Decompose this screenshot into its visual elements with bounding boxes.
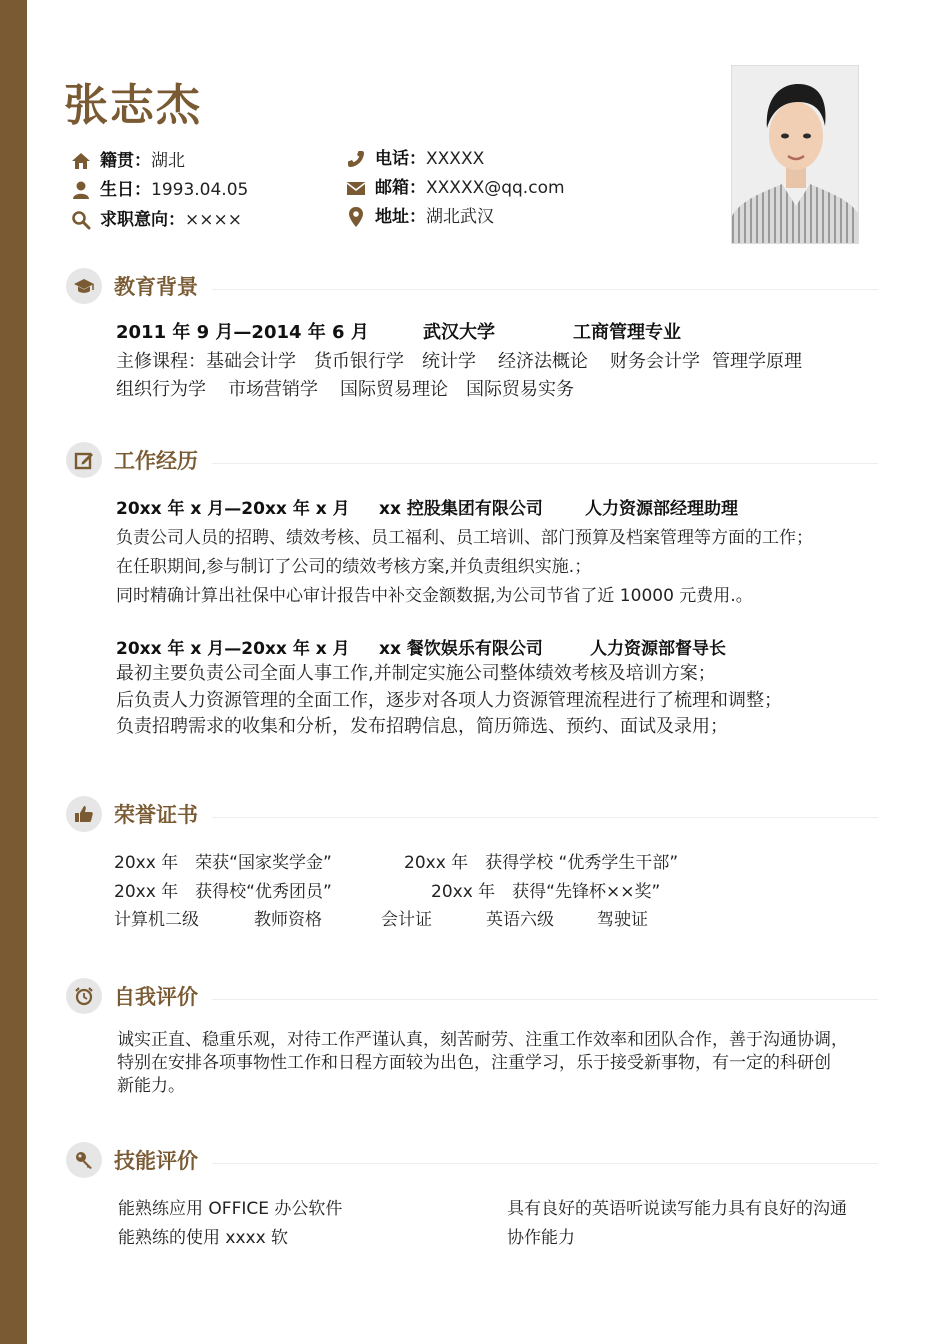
work-header	[66, 442, 878, 478]
location-icon	[345, 206, 367, 228]
section-divider	[212, 1163, 878, 1164]
email-value: XXXXX@qq.com	[426, 178, 565, 198]
course: 国际贸易理论	[340, 379, 448, 400]
job-2-position: 人力资源部督导长	[590, 639, 726, 659]
honor-item: 20xx 年 荣获“国家奖学金”	[114, 853, 332, 873]
address-value: 湖北武汉	[426, 207, 494, 227]
self-eval-line: 诚实正直、稳重乐观，对待工作严谨认真，刻苦耐劳、注重工作效率和团队合作，善于沟通协调，	[117, 1030, 848, 1050]
education-header	[66, 268, 878, 304]
home-icon	[70, 150, 92, 172]
courses-line-1	[116, 347, 802, 373]
skills-title: 技能评价	[114, 1149, 198, 1173]
course: 经济法概论	[498, 351, 588, 372]
job-2-company: xx 餐饮娱乐有限公司	[379, 639, 543, 659]
cert-item: 会计证	[381, 910, 432, 930]
cert-item: 英语六级	[486, 910, 554, 930]
honors-title: 荣誉证书	[114, 803, 198, 827]
course: 主修课程：基础会计学	[116, 351, 296, 372]
search-icon	[70, 209, 92, 231]
job-1-company: xx 控股集团有限公司	[379, 499, 543, 519]
section-divider	[212, 817, 878, 818]
cert-item: 驾驶证	[597, 910, 648, 930]
honor-item: 20xx 年 获得“先锋杯××奖”	[431, 882, 661, 902]
candidate-name: 张志杰	[64, 80, 202, 131]
education-school: 武汉大学	[423, 322, 495, 343]
section-divider	[212, 289, 878, 290]
key-icon	[66, 1142, 102, 1178]
course: 组织行为学	[116, 379, 206, 400]
section-divider	[212, 463, 878, 464]
cert-item: 教师资格	[254, 910, 322, 930]
thumbs-up-icon	[66, 796, 102, 832]
work-title: 工作经历	[114, 449, 198, 473]
job-2-duty: 负责招聘需求的收集和分析，发布招聘信息，简历筛选、预约、面试及录用；	[116, 716, 728, 737]
course: 财务会计学	[610, 351, 700, 372]
self-eval-line: 新能力。	[117, 1076, 185, 1096]
course: 货币银行学	[314, 351, 404, 372]
self-eval-header	[66, 978, 878, 1014]
education-title: 教育背景	[114, 275, 198, 299]
mail-icon	[345, 177, 367, 199]
hometown-value: 湖北	[151, 151, 185, 171]
info-address	[345, 205, 494, 229]
honor-item: 20xx 年 获得学校 “优秀学生干部”	[404, 853, 679, 873]
user-icon	[70, 179, 92, 201]
job-1-position: 人力资源部经理助理	[585, 499, 738, 519]
info-intent	[70, 208, 242, 232]
address-label: 地址：	[375, 207, 426, 227]
course: 管理学原理	[712, 351, 802, 372]
alarm-clock-icon	[66, 978, 102, 1014]
course: 国际贸易实务	[466, 379, 574, 400]
self-eval-line: 特别在安排各项事物性工作和日程方面较为出色，注重学习，乐于接受新事物，有一定的科研创	[117, 1053, 831, 1073]
birthday-value: 1993.04.05	[151, 180, 249, 200]
courses-line-2	[116, 375, 574, 401]
info-email	[345, 176, 565, 200]
skills-header	[66, 1142, 878, 1178]
birthday-label: 生日：	[100, 180, 151, 200]
course: 市场营销学	[228, 379, 318, 400]
skill-item: 能熟练应用 OFFICE 办公软件	[118, 1199, 343, 1219]
edit-icon	[66, 442, 102, 478]
honor-item: 20xx 年 获得校“优秀团员”	[114, 882, 332, 902]
email-label: 邮箱：	[375, 178, 426, 198]
info-birthday	[70, 178, 248, 202]
education-period: 2011 年 9 月—2014 年 6 月	[116, 322, 369, 343]
self-eval-title: 自我评价	[114, 985, 198, 1009]
intent-value: ××××	[185, 210, 242, 230]
job-2-duty: 最初主要负责公司全面人事工作,并制定实施公司整体绩效考核及培训方案；	[116, 663, 716, 684]
education-major: 工商管理专业	[573, 322, 681, 343]
profile-photo	[731, 65, 859, 244]
job-1-duty: 负责公司人员的招聘、绩效考核、员工福利、员工培训、部门预算及档案管理等方面的工作；	[116, 528, 813, 548]
intent-label: 求职意向：	[100, 210, 185, 230]
job-1-duty: 在任职期间,参与制订了公司的绩效考核方案,并负责组织实施.；	[116, 557, 592, 577]
info-phone	[345, 147, 484, 171]
course: 统计学	[422, 351, 476, 372]
honors-header	[66, 796, 878, 832]
phone-label: 电话：	[375, 149, 426, 169]
skill-item: 协作能力	[507, 1228, 575, 1248]
cert-item: 计算机二级	[114, 910, 199, 930]
phone-icon	[345, 148, 367, 170]
skill-item: 具有良好的英语听说读写能力具有良好的沟通	[507, 1199, 847, 1219]
left-accent-bar	[0, 0, 27, 1344]
job-1-period: 20xx 年 x 月—20xx 年 x 月	[116, 499, 350, 519]
phone-value: XXXXX	[426, 149, 485, 169]
job-2-period: 20xx 年 x 月—20xx 年 x 月	[116, 639, 350, 659]
hometown-label: 籍贯：	[100, 151, 151, 171]
info-hometown	[70, 149, 185, 173]
job-1-duty: 同时精确计算出社保中心审计报告中补交金额数据,为公司节省了近 10000 元费用.。	[116, 586, 753, 606]
graduation-cap-icon	[66, 268, 102, 304]
skill-item: 能熟练的使用 xxxx 软	[118, 1228, 289, 1248]
job-2-duty: 后负责人力资源管理的全面工作，逐步对各项人力资源管理流程进行了梳理和调整；	[116, 690, 782, 711]
section-divider	[212, 999, 878, 1000]
